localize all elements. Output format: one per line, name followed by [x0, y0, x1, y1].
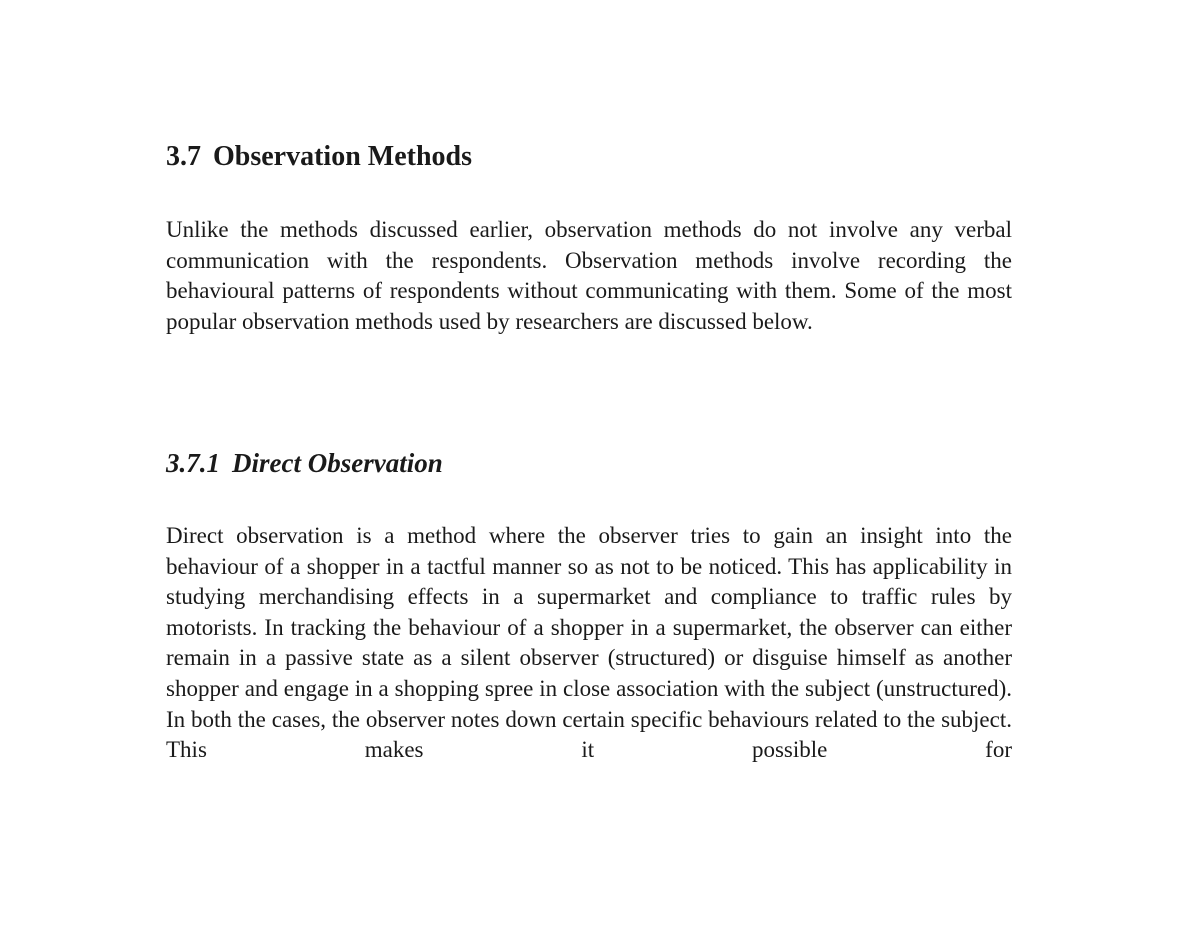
subsection-number: 3.7.1 [166, 448, 220, 478]
section-number: 3.7 [166, 141, 201, 172]
subsection-title: Direct Observation [232, 448, 443, 478]
subsection-heading [166, 446, 443, 480]
subsection-paragraph: Direct observation is a method where the observer tries to gain an insight into the behaviour of a shopper in a tactful manner so as not to be noticed. This has applicability in studying merchandising effects in a supermarket and compliance to traffic rules by motorists. In tracking the behaviour of a shopper in a supermarket, the observer can either remain in a passive state as a silent observer (structured) or disguise himself as another shopper and engage in a shopping spree in close association with the subject (unstructured). In both the cases, the observer notes down certain specific behaviours related to the subject. This makes it possible for [166, 523, 1012, 763]
section-title: Observation Methods [213, 141, 472, 172]
section-paragraph: Unlike the methods discussed earlier, observation methods do not involve any verbal communication with the respondents. Observation methods involve recording the behavioural patterns of respondents without communicating with them. Some of the most popular observation methods used by researchers are discussed below. [166, 217, 1012, 334]
section-heading [166, 140, 472, 174]
